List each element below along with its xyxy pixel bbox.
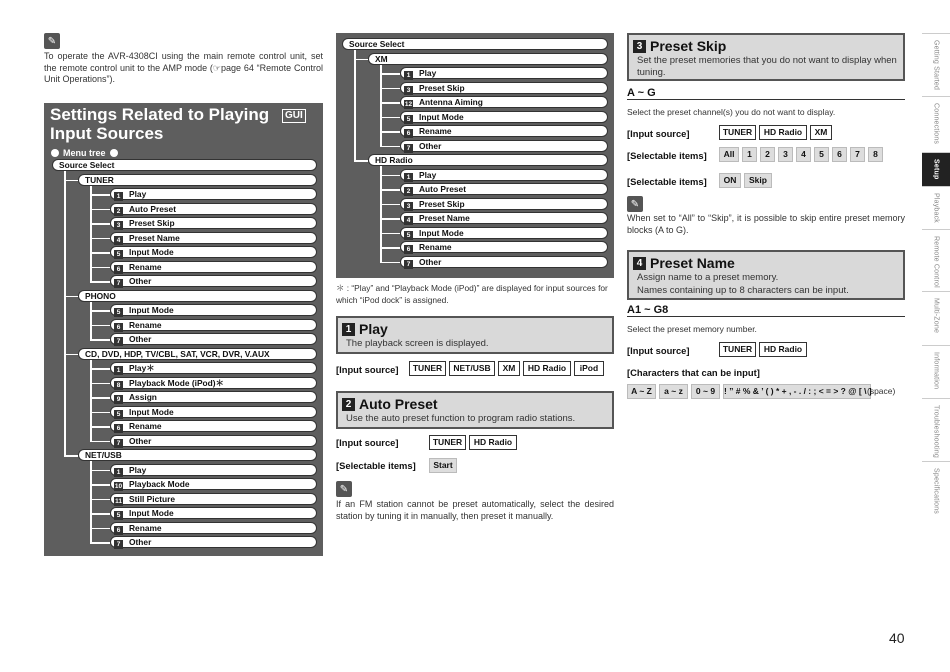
tree-item[interactable] [110,536,317,548]
tree-item[interactable] [400,67,608,79]
tree-connector [380,233,400,235]
tree-connector [90,461,92,543]
side-tab-information[interactable]: Information [922,345,950,398]
tree-item[interactable] [110,464,317,476]
auto-preset-note: If an FM station cannot be preset automatically, select the desired station by tuning it in manually, then preset it manually. [336,499,614,521]
auto-preset-title: Auto Preset [359,396,438,412]
tree-connector [90,513,110,515]
tree-connector [380,218,400,220]
tag-3: 3 [778,147,793,162]
note-icon: ✎ [627,196,643,212]
tree-item[interactable] [110,406,317,418]
item-label: Other [129,537,152,547]
preset-skip-range-desc: Select the preset channel(s) you do not want to display. [627,107,836,117]
item-label: Input Mode [129,406,174,417]
tree-connector [90,441,110,443]
item-number-badge: 6 [114,323,123,332]
play-title: Play [359,321,388,337]
tree-connector [90,397,110,399]
item-label: Play [419,169,437,180]
tree-connector [90,412,110,414]
item-label: Play [129,464,147,475]
item-number-badge: 11 [115,497,122,505]
item-number-badge: 5 [114,250,123,259]
item-number-badge: 1 [404,173,413,182]
preset-name-desc1: Assign name to a preset memory. [637,272,779,283]
item-label: Other [129,334,152,344]
side-tab-playback[interactable]: Playback [922,186,950,229]
item-number-badge: 4 [404,216,413,225]
tree-item[interactable] [110,275,317,287]
tag-hd-radio: HD Radio [469,435,517,450]
tree-connector [380,131,400,133]
item-label: Play＊ [129,363,155,373]
item-number-badge: 1 [114,192,123,201]
tree-item[interactable] [110,261,317,273]
item-label: Rename [129,319,162,330]
tree-item[interactable] [110,217,317,229]
item-label: Antenna Aiming [419,97,483,107]
tree-group-1[interactable]: HD Radio [368,154,608,166]
tree-connector [90,383,110,385]
item-label: Rename [419,242,452,252]
item-label: Rename [419,126,452,136]
item-number-badge: 1 [404,71,413,80]
item-label: Input Mode [419,227,464,238]
tree-group-3[interactable]: NET/USB [78,449,317,461]
play-input-label: [Input source] [336,364,399,375]
tree-connector [380,262,400,264]
tree-connector [90,238,110,240]
tag-a-z: a ~ z [659,384,688,399]
preset-skip-input-label: [Input source] [627,128,690,139]
footnote: ＊ : “Play” and “Playback Mode (iPod)” are displayed for input sources for which “iPod dock” is assigned. [336,283,608,305]
tree-connector [90,252,110,254]
tag-6: 6 [832,147,847,162]
item-label: Other [129,276,152,286]
tree-group-2[interactable]: CD, DVD, HDP, TV/CBL, SAT, VCR, DVR, V.AUX [78,348,317,360]
side-tab-setup[interactable]: Setup [922,152,950,186]
auto-preset-section: 2 Auto Preset Use the auto preset function to program radio stations. [336,391,614,429]
tree-connector [64,296,78,298]
item-label: Other [129,435,152,446]
item-number-badge: 6 [114,424,123,433]
tree-connector [380,146,400,148]
tree-item[interactable] [110,246,317,258]
item-number-badge: 3 [114,221,123,230]
tree-connector [90,339,110,341]
tree-connector [380,189,400,191]
item-number-badge: 7 [404,144,413,153]
side-tab-troubleshooting[interactable]: Troubleshooting [922,398,950,461]
preset-name-title: Preset Name [650,255,735,271]
item-label: Preset Skip [419,82,465,93]
item-label: Input Mode [129,305,174,315]
tag-7: 7 [850,147,865,162]
tree-item[interactable] [110,435,317,447]
item-label: Preset Name [419,213,470,223]
item-number-badge: 2 [114,207,123,216]
item-number-badge: 2 [404,187,413,196]
source-select-node[interactable]: Source Select [52,159,317,171]
item-number-badge: 1 [114,468,123,477]
item-number-badge: 8 [114,381,123,390]
item-label: Auto Preset [129,203,177,214]
tree-connector [90,484,110,486]
tree-connector [90,325,110,327]
tree-item[interactable] [400,212,608,224]
item-number-badge: 6 [114,265,123,274]
item-label: Play [129,189,147,199]
tree-group-0[interactable]: XM [368,53,608,65]
tag-ipod: iPod [574,361,604,376]
item-label: Rename [129,421,162,431]
item-number-badge: 10 [114,483,123,490]
tree-item[interactable] [110,507,317,519]
side-tab-connections[interactable]: Connections [922,96,950,152]
tree-connector [90,426,110,428]
item-label: Input Mode [129,247,174,257]
tree-item[interactable] [110,232,317,244]
tag-2: 2 [760,147,775,162]
preset-name-chars-label: [Characters that can be input] [627,367,760,378]
item-label: Preset Name [129,232,180,243]
item-label: Rename [129,522,162,533]
tree-item[interactable] [400,169,608,181]
item-label: Assign [129,392,157,402]
tree-group-0[interactable]: TUNER [78,174,317,186]
tree-item[interactable] [400,96,608,108]
tree-item[interactable] [400,183,608,195]
item-number-badge: 5 [114,308,123,317]
tree-connector [354,59,368,61]
tree-connector [90,186,92,283]
tree-connector [380,204,400,206]
item-number-badge: 5 [114,410,123,419]
item-number-badge: 6 [404,245,413,254]
tree-connector [380,166,382,263]
item-label: Preset Skip [419,198,465,209]
preset-name-section: 4 Preset Name Assign name to a preset memory. Names containing up to 8 characters can be input. [627,250,905,300]
item-number-badge: 3 [404,86,413,95]
note-icon: ✎ [44,33,60,49]
tag-all: All [719,147,739,162]
item-number-badge: 1 [114,366,123,375]
tree-connector [90,310,110,312]
auto-preset-selectable-label: [Selectable items] [336,460,416,471]
preset-name-range-desc: Select the preset memory number. [627,324,757,334]
tag-tuner: TUNER [429,435,466,450]
tag-net-usb: NET/USB [449,361,495,376]
tree-item[interactable] [110,478,317,490]
tag-skip: Skip [744,173,772,188]
item-label: Other [419,256,442,267]
auto-preset-input-label: [Input source] [336,437,399,448]
tree-connector [64,455,78,457]
side-tab-multi-zone[interactable]: Multi-Zone [922,291,950,345]
item-number-badge: 6 [404,129,413,138]
item-number-badge: 7 [114,279,123,288]
tag-a-z: A ~ Z [627,384,656,399]
preset-name-input-label: [Input source] [627,345,690,356]
tree-connector [380,88,400,90]
item-number-badge: 7 [114,337,123,346]
item-label: Other [419,140,442,151]
left-menu-panel [44,103,323,556]
tree-connector [90,223,110,225]
tree-connector [380,65,382,147]
tree-item[interactable] [110,203,317,215]
tree-item[interactable] [110,319,317,331]
item-label: Playback Mode (iPod)＊ [129,377,224,388]
tree-connector [90,194,110,196]
play-desc: The playback screen is displayed. [346,338,489,349]
tree-item[interactable] [110,304,317,316]
space-label: (space) [867,386,896,396]
mid-menu-panel [336,33,614,278]
tag-tuner: TUNER [719,342,756,357]
item-label: Playback Mode [129,479,190,489]
tag-hd-radio: HD Radio [759,342,807,357]
tag-on: ON [719,173,741,188]
tree-connector [380,102,400,104]
item-number-badge: 6 [114,526,123,535]
preset-skip-selectable-label-2: [Selectable items] [627,176,707,187]
tree-item[interactable] [400,140,608,152]
source-select-node[interactable]: Source Select [342,38,608,50]
tree-connector [354,50,356,161]
tag-tuner: TUNER [719,125,756,140]
tree-item[interactable] [400,241,608,253]
preset-skip-note: When set to “All” to “Skip”, it is possible to skip entire preset memory blocks (A to G). [627,213,905,235]
preset-name-desc2: Names containing up to 8 characters can be input. [637,285,849,296]
tree-item[interactable] [110,522,317,534]
item-number-badge: 9 [114,395,123,404]
tree-item[interactable] [110,377,317,389]
menu-tree-label: Menu tree [51,148,118,158]
item-number-badge: 7 [114,439,123,448]
tree-connector [90,542,110,544]
preset-skip-range: A ~ G [627,87,905,100]
tree-connector [90,302,92,341]
item-number-badge: 7 [114,540,123,549]
tree-item[interactable] [400,82,608,94]
tree-connector [90,267,110,269]
item-number-badge: 12 [404,101,413,108]
tag-hd-radio: HD Radio [759,125,807,140]
item-number-badge: 3 [404,202,413,211]
tag-8: 8 [868,147,883,162]
tag-1: 1 [742,147,757,162]
tree-connector [380,73,400,75]
tree-item[interactable] [110,391,317,403]
tree-item[interactable] [400,256,608,268]
tree-item[interactable] [110,333,317,345]
preset-skip-desc: Set the preset memories that you do not want to display when tuning. [637,55,897,78]
tree-item[interactable] [110,362,317,374]
tree-connector [90,470,110,472]
tree-item[interactable] [400,227,608,239]
tree-connector [380,117,400,119]
tree-item[interactable] [110,188,317,200]
tree-connector [354,160,368,162]
auto-preset-desc: Use the auto preset function to program radio stations. [346,413,576,424]
item-number-badge: 5 [114,511,123,520]
tree-connector [90,499,110,501]
note-icon: ✎ [336,481,352,497]
tag-tuner: TUNER [409,361,446,376]
tag-xm: XM [810,125,832,140]
gui-badge: GUI [282,109,306,123]
item-label: Play [419,68,437,78]
tree-item[interactable] [400,125,608,137]
tree-connector [90,368,110,370]
tree-connector [90,281,110,283]
panel-title: Settings Related to Playing Input Sources [50,105,270,143]
tree-connector [90,528,110,530]
tag-hd-radio: HD Radio [523,361,571,376]
side-tab-getting-started[interactable]: Getting Started [922,33,950,96]
item-label: Input Mode [129,508,174,518]
tree-connector [64,171,66,456]
item-number-badge: 7 [404,260,413,269]
tree-connector [380,247,400,249]
side-tab-specifications[interactable]: Specifications [922,461,950,527]
tree-connector [64,354,78,356]
tree-group-1[interactable]: PHONO [78,290,317,302]
item-number-badge: 4 [114,236,123,245]
tree-item[interactable] [110,493,317,505]
item-number-badge: 5 [404,231,413,240]
item-label: Rename [129,261,162,272]
play-section: 1 Play The playback screen is displayed. [336,316,614,354]
tree-item[interactable] [400,111,608,123]
tag--: ! ” # % & ’ ( ) * + , - . / : ; < = > ? @ [ \ ] [723,384,871,399]
page-number: 40 [889,630,905,646]
tag-start: Start [429,458,457,473]
preset-skip-section: 3 Preset Skip Set the preset memories that you do not want to display when tuning. [627,33,905,81]
preset-skip-selectable-label: [Selectable items] [627,150,707,161]
tag-xm: XM [498,361,520,376]
intro-text: To operate the AVR-4308CI using the main remote control unit, set the remote control unit to the AMP mode (☞page 64 “Remote Control Unit Operations”). [44,51,323,84]
tag-0-9: 0 ~ 9 [691,384,720,399]
tag-4: 4 [796,147,811,162]
tree-connector [380,175,400,177]
item-label: Preset Skip [129,218,175,228]
side-tab-remote-control[interactable]: Remote Control [922,229,950,291]
tree-item[interactable] [110,420,317,432]
preset-skip-title: Preset Skip [650,38,727,54]
tag-5: 5 [814,147,829,162]
tree-connector [90,360,92,442]
tree-connector [90,209,110,211]
item-label: Still Picture [129,493,176,504]
item-label: Auto Preset [419,184,467,194]
item-label: Input Mode [419,111,464,122]
tree-item[interactable] [400,198,608,210]
item-number-badge: 5 [404,115,413,124]
tree-connector [64,180,78,182]
preset-name-range: A1 ~ G8 [627,304,905,317]
